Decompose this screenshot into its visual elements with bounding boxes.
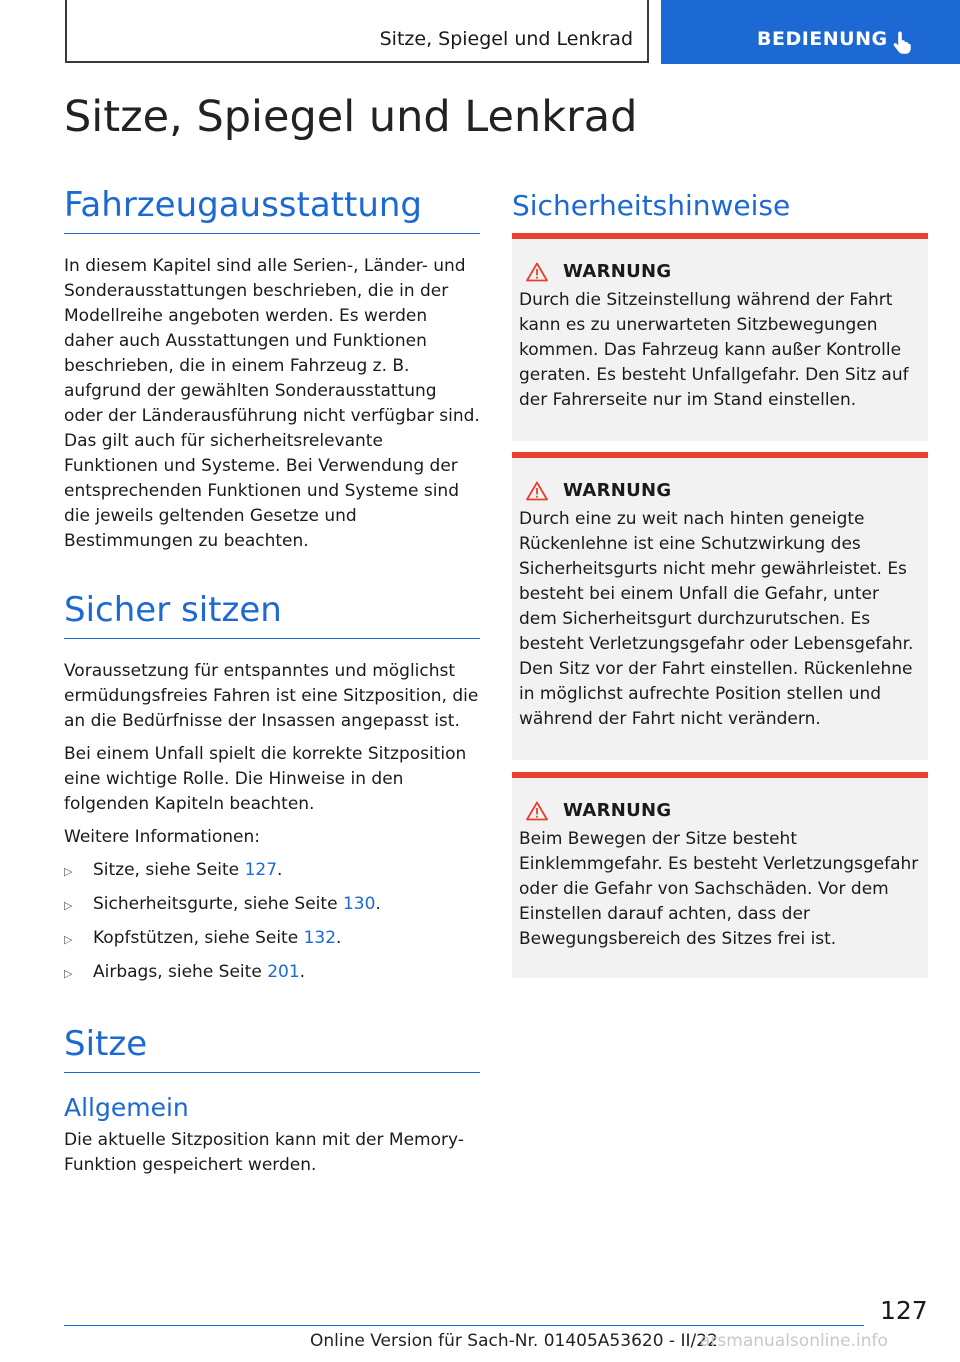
warning-text: Durch eine zu weit nach hinten geneigte Rückenlehne ist eine Schutzwirkung des Sicherheitsgurts nicht mehr gewährleistet. Es besteht bei einem Unfall die Gefahr, unter dem Sicherheitsgurt durchzurutschen. Es besteht Verletzungsgefahr oder Lebensgefahr. Den Sitz vor der Fahrt einstellen. Rückenlehne in möglichst aufrechte Position stellen und während der Fahrt nicht verändern. [519, 509, 914, 729]
list-item [64, 926, 480, 952]
warning-box [512, 233, 928, 441]
paragraph-sicher-sitzen-1: Voraussetzung für entspanntes und möglichst ermüdungsfreies Fahren ist eine Sitzposition, die an die Bedürfnisse der Insassen angepasst ist. [64, 661, 479, 731]
warning-title: WARNUNG [563, 261, 672, 282]
page-link-201[interactable]: 201 [267, 962, 300, 982]
warning-text: Beim Bewegen der Sitze besteht Einklemmgefahr. Es besteht Verletzungsgefahr oder die Gefahr von Sachschäden. Vor dem Einstellen darauf achten, dass der Bewegungsbereich des Sitzes frei ist. [519, 829, 919, 949]
page-link-127[interactable]: 127 [244, 860, 278, 880]
heading-sicher-sitzen: Sicher sitzen [64, 590, 480, 639]
list-item [64, 960, 480, 986]
warning-triangle-icon [526, 801, 548, 821]
footer-divider [64, 1325, 864, 1326]
header-chapter-tab [661, 0, 960, 64]
list-item-end: . [336, 928, 342, 948]
header-section-tab [65, 0, 649, 63]
triangle-bullet-icon: ▷ [64, 899, 73, 912]
header-chapter-label: BEDIENUNG [757, 28, 888, 50]
heading-sicherheitshinweise: Sicherheitshinweise [512, 189, 791, 222]
list-item [64, 858, 480, 884]
list-item [64, 892, 480, 918]
triangle-bullet-icon: ▷ [64, 933, 73, 946]
heading-fahrzeugausstattung: Fahrzeugausstattung [64, 185, 480, 234]
paragraph-sicher-sitzen-2: Bei einem Unfall spielt die korrekte Sitzposition eine wichtige Rolle. Die Hinweise in den folgenden Kapiteln beachten. [64, 744, 467, 814]
right-column [512, 185, 928, 949]
warning-title: WARNUNG [563, 480, 672, 501]
page-title: Sitze, Spiegel und Lenkrad [64, 92, 638, 142]
watermark: arsmanualsonline.info [700, 1331, 888, 1351]
warning-title: WARNUNG [563, 800, 672, 821]
warning-triangle-icon [526, 481, 548, 501]
footer-version-text: Online Version für Sach-Nr. 01405A53620 - II/22 [310, 1331, 718, 1351]
triangle-bullet-icon: ▷ [64, 865, 73, 878]
paragraph-fahrzeugausstattung: In diesem Kapitel sind alle Serien-, Länder- und Sonderausstattungen beschrieben, die in der Modellreihe angeboten werden. Es werden daher auch Ausstattungen und Funktionen beschrieben, die in einem Fahrzeug z. B. aufgrund der gewählten Sonderausstattung oder der Länderausführung nicht verfügbar sind. Das gilt auch für sicherheitsrelevante Funktionen und Systeme. Bei Verwendung der entsprechenden Funktionen und Systeme sind die jeweils geltenden Gesetze und Bestimmungen zu beachten. [64, 256, 480, 551]
list-item-text: Airbags, siehe Seite [93, 962, 268, 982]
header-section-title: Sitze, Spiegel und Lenkrad [379, 28, 633, 50]
left-column [64, 185, 480, 1178]
hand-pointer-icon [893, 30, 913, 54]
list-item-end: . [277, 860, 283, 880]
page-link-132[interactable]: 132 [303, 928, 337, 948]
warning-text: Durch die Sitzeinstellung während der Fahrt kann es zu unerwarteten Sitzbewegungen kommen. Das Fahrzeug kann außer Kontrolle geraten. Es besteht Unfallgefahr. Den Sitz auf der Fahrerseite nur im Stand einstellen. [519, 290, 909, 410]
warning-box [512, 772, 928, 978]
heading-sitze: Sitze [64, 1024, 480, 1073]
warning-triangle-icon [526, 262, 548, 282]
cross-reference-list [64, 858, 480, 986]
list-item-text: Sitze, siehe Seite [93, 860, 245, 880]
list-item-end: . [299, 962, 306, 982]
paragraph-weitere-informationen: Weitere Informationen: [64, 827, 260, 847]
list-item-end: . [375, 894, 381, 914]
subheading-allgemein: Allgemein [64, 1093, 189, 1122]
triangle-bullet-icon: ▷ [64, 967, 73, 980]
list-item-text: Sicherheitsgurte, siehe Seite [93, 894, 343, 914]
page-link-130[interactable]: 130 [342, 894, 376, 914]
page-number: 127 [880, 1296, 928, 1325]
warning-box [512, 452, 928, 760]
list-item-text: Kopfstützen, siehe Seite [93, 928, 304, 948]
paragraph-allgemein: Die aktuelle Sitzposition kann mit der Memory-Funktion gespeichert werden. [64, 1130, 464, 1175]
